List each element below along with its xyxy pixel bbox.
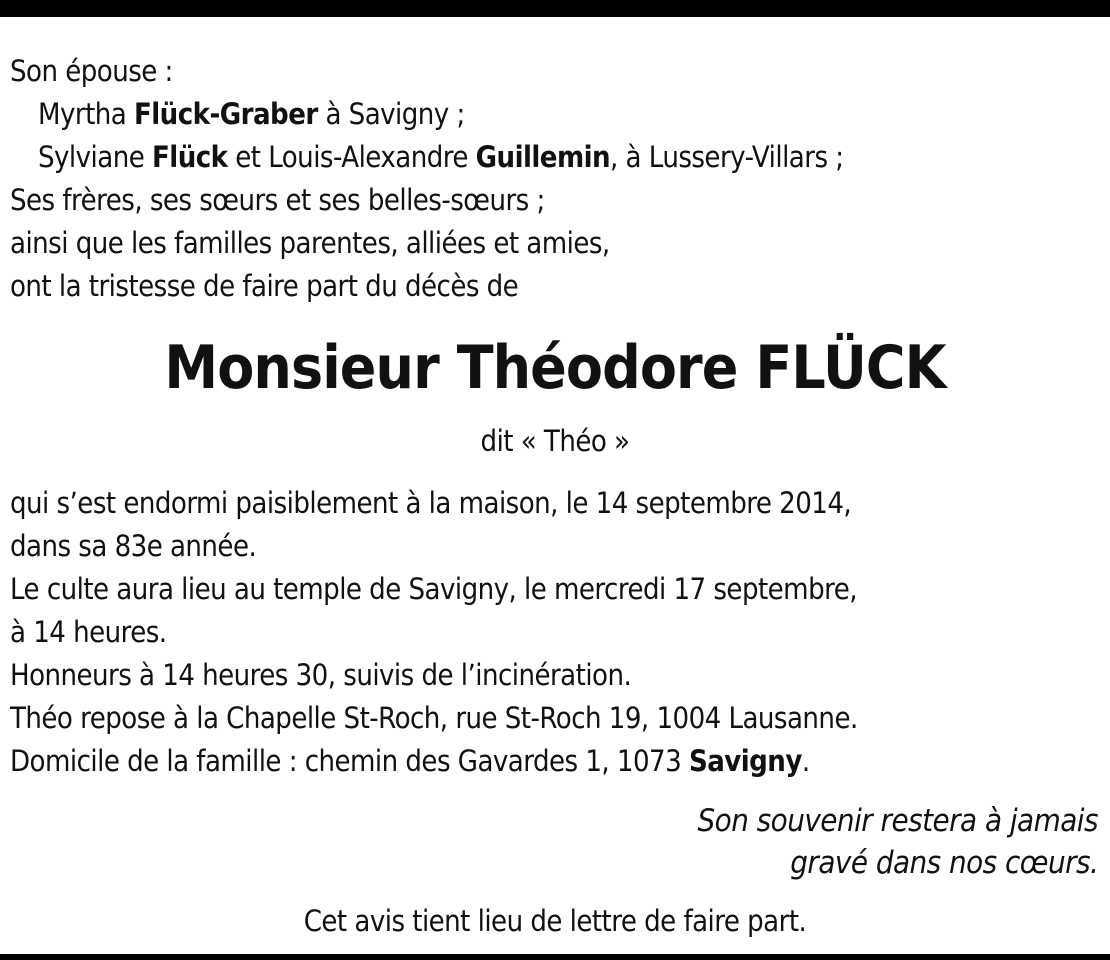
epitaph-line-1: Son souvenir restera à jamais [697,803,1098,839]
place: à Savigny ; [317,97,465,131]
families-line: ainsi que les familles parentes, alliées et amies, [10,226,610,260]
family-line-spouse [38,93,465,136]
nickname: dit « Théo » [480,424,630,458]
honours-line: Honneurs à 14 heures 30, suivis de l’incinération. [10,658,632,692]
surname: Flück [152,140,228,174]
death-line-1: qui s’est endormi paisiblement à la maison, le 14 septembre 2014, [10,486,852,520]
deceased-name: Monsieur Théodore FLÜCK [164,333,946,403]
rests-line: Théo repose à la Chapelle St-Roch, rue St-Roch 19, 1004 Lausanne. [10,701,858,735]
siblings-line: Ses frères, ses sœurs et ses belles-sœurs ; [10,183,545,217]
epitaph-line-2: gravé dans nos cœurs. [789,845,1098,881]
death-line-2: dans sa 83e année. [10,529,257,563]
domicile-address: Domicile de la famille : chemin des Gavardes 1, 1073 [10,744,689,778]
surname: Flück-Graber [133,97,318,131]
place: , à Lussery-Villars ; [610,140,844,174]
family-line-daughter [38,136,844,179]
footer-note: Cet avis tient lieu de lettre de faire part. [303,904,807,938]
domicile-line [10,740,810,783]
domicile-end: . [801,744,810,778]
top-border [0,0,1110,17]
surname-partner: Guillemin [475,140,611,174]
announce-line: ont la tristesse de faire part du décès de [10,269,519,303]
bottom-border [0,954,1110,960]
service-line-2: à 14 heures. [10,615,167,649]
first-name: Sylviane [38,140,153,174]
connector: et Louis-Alexandre [227,140,476,174]
service-line-1: Le culte aura lieu au temple de Savigny, le mercredi 17 septembre, [10,572,857,606]
domicile-city: Savigny [688,744,802,778]
first-name: Myrtha [38,97,134,131]
spouse-label: Son épouse : [10,54,173,88]
